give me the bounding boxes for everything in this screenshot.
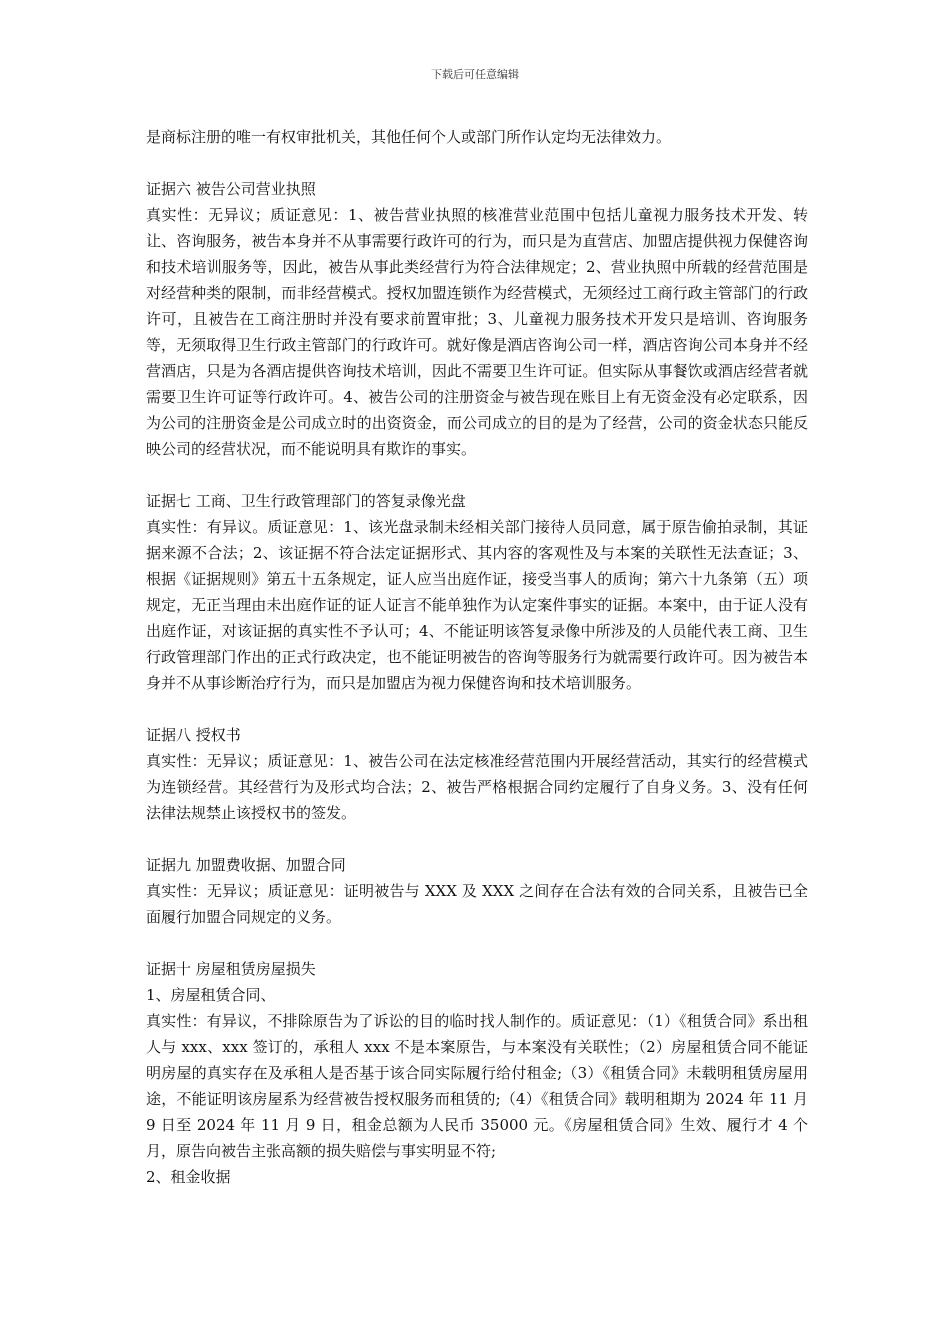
evidence-8-section xyxy=(146,722,808,826)
evidence-10-item-2: 2、租金收据 xyxy=(146,1168,231,1186)
evidence-8-body: 真实性：无异议；质证意见：1、被告公司在法定核准经营范围内开展经营活动，其实行的经营模式为连锁经营。其经营行为及形式均合法；2、被告严格根据合同约定履行了自身义务。3、没有任何法律法规禁止该授权书的签发。 xyxy=(146,752,808,822)
evidence-9-title: 证据九 加盟费收据、加盟合同 xyxy=(146,856,346,874)
page-header-note: 下载后可任意编辑 xyxy=(431,68,519,81)
evidence-6-title: 证据六 被告公司营业执照 xyxy=(146,180,316,198)
evidence-9-section xyxy=(146,852,808,930)
document-body xyxy=(146,124,808,1190)
evidence-9-body: 真实性：无异议；质证意见：证明被告与 XXX 及 XXX 之间存在合法有效的合同关系，且被告已全面履行加盟合同规定的义务。 xyxy=(146,882,808,926)
evidence-6-section xyxy=(146,176,808,462)
evidence-10-body: 真实性：有异议，不排除原告为了诉讼的目的临时找人制作的。质证意见：（1）《租赁合同》系出租人与 xxx、xxx 签订的，承租人 xxx 不是本案原告，与本案没有关联性；（2）房屋租赁合同不能证明房屋的真实存在及承租人是否基于该合同实际履行给付租金;（3）《租赁合同》未载明租赁房屋用途，不能证明该房屋系为经营被告授权服务而租赁的;（4）《租赁合同》载明租期为 2024 年 11 月 9 日至 2024 年 11 月 9 日，租金总额为人民币 35000 元。《房屋租赁合同》生效、履行才 4 个月，原告向被告主张高额的损失赔偿与事实明显不符; xyxy=(146,1012,808,1160)
evidence-8-title: 证据八 授权书 xyxy=(146,726,241,744)
evidence-10-section xyxy=(146,956,808,1190)
evidence-7-section xyxy=(146,488,808,696)
evidence-10-item-1: 1、房屋租赁合同、 xyxy=(146,986,276,1004)
intro-paragraph: 是商标注册的唯一有权审批机关，其他任何个人或部门所作认定均无法律效力。 xyxy=(146,128,672,146)
evidence-6-body: 真实性：无异议；质证意见：1、被告营业执照的核准营业范围中包括儿童视力服务技术开发、转让、咨询服务，被告本身并不从事需要行政许可的行为，而只是为直营店、加盟店提供视力保健咨询和技术培训服务等，因此，被告从事此类经营行为符合法律规定；2、营业执照中所载的经营范围是对经营种类的限制，而非经营模式。授权加盟连锁作为经营模式，无须经过工商行政主管部门的行政许可，且被告在工商注册时并没有要求前置审批；3、儿童视力服务技术开发只是培训、咨询服务等，无须取得卫生行政主管部门的行政许可。就好像是酒店咨询公司一样，酒店咨询公司本身并不经营酒店，只是为各酒店提供咨询技术培训，因此不需要卫生许可证。但实际从事餐饮或酒店经营者就需要卫生许可证等行政许可。4、被告公司的注册资金与被告现在账目上有无资金没有必定联系，因为公司的注册资金是公司成立时的出资资金，而公司成立的目的是为了经营，公司的资金状态只能反映公司的经营状况，而不能说明具有欺诈的事实。 xyxy=(146,206,808,458)
evidence-7-body: 真实性：有异议。质证意见：1、该光盘录制未经相关部门接待人员同意，属于原告偷拍录制，其证据来源不合法；2、该证据不符合法定证据形式、其内容的客观性及与本案的关联性无法查证；3、根据《证据规则》第五十五条规定，证人应当出庭作证，接受当事人的质询；第六十九条第（五）项规定，无正当理由未出庭作证的证人证言不能单独作为认定案件事实的证据。本案中，由于证人没有出庭作证，对该证据的真实性不予认可；4、不能证明该答复录像中所涉及的人员能代表工商、卫生行政管理部门作出的正式行政决定，也不能证明被告的咨询等服务行为就需要行政许可。因为被告本身并不从事诊断治疗行为，而只是加盟店为视力保健咨询和技术培训服务。 xyxy=(146,518,808,692)
evidence-7-title: 证据七 工商、卫生行政管理部门的答复录像光盘 xyxy=(146,492,466,510)
evidence-10-title: 证据十 房屋租赁房屋损失 xyxy=(146,960,316,978)
